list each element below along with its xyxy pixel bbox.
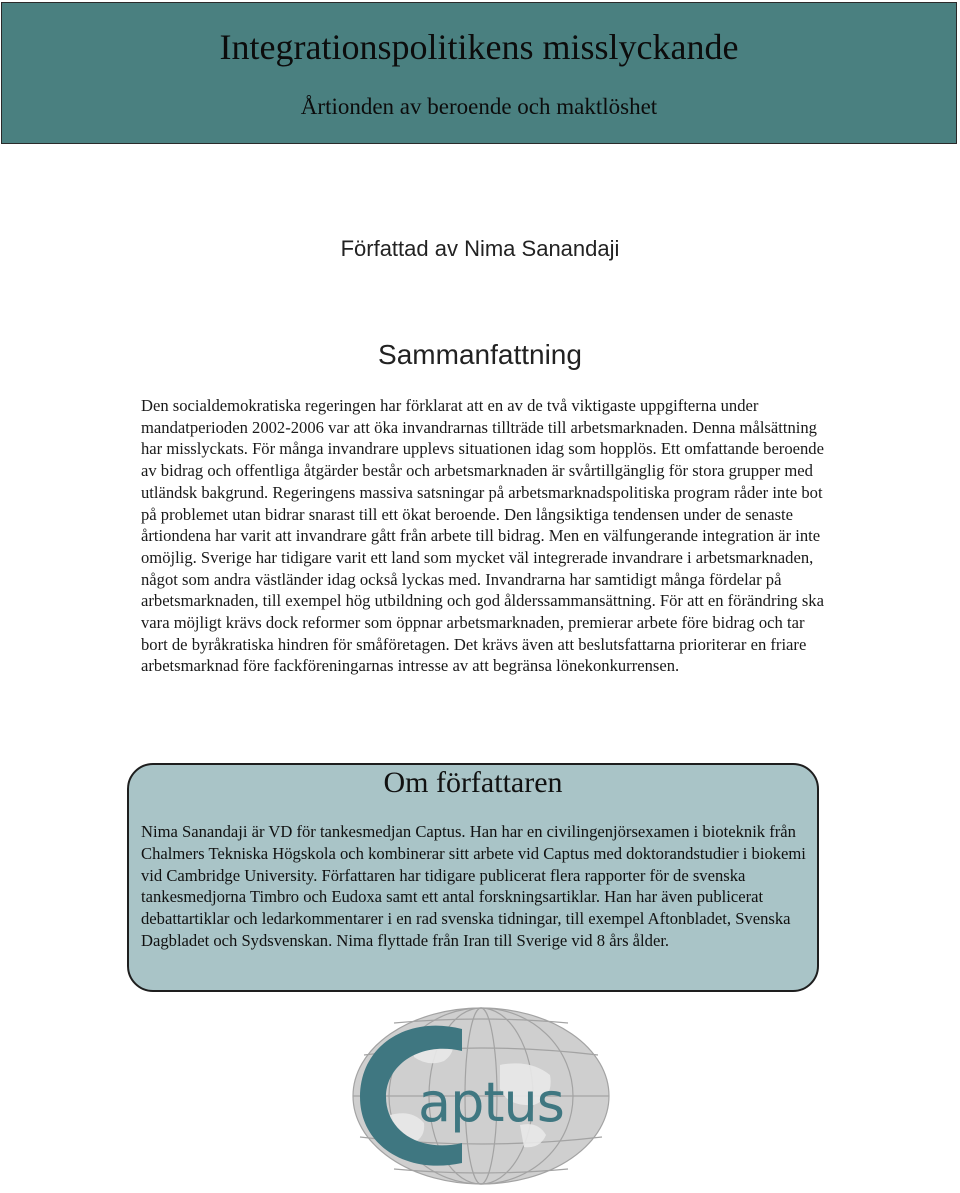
report-title: Integrationspolitikens misslyckande — [219, 27, 739, 67]
about-author-heading: Om författaren — [383, 766, 563, 799]
summary-paragraph: Den socialdemokratiska regeringen har förklarat att en av de två viktigaste uppgifterna under mandatperioden 2002-2006 var att öka invandrarnas tillträde till arbetsmarknaden. Denna målsättning har misslyckats. För många invandrare upplevs situationen idag som hopplös. Ett omfattande beroende av bidrag och offentliga åtgärder består och arbetsmarknaden är svårtillgänglig för stora grupper med utländsk bakgrund. Regeringens massiva satsningar på arbetsmarknadspolitiska program råder inte bot på problemet utan bidrar snarast till ett ökat beroende. Den långsiktiga tendensen under de senaste årtiondena har varit att invandrare gått från arbete till bidrag. Men en välfungerande integration är inte omöjlig. Sverige har tidigare varit ett land som mycket väl integrerade invandrare i arbetsmarknaden, något som andra västländer idag också lyckas med. Invandrarna har samtidigt många fördelar på arbetsmarknaden, till exempel hög utbildning och god ålderssammansättning. För att en förändring ska vara möjligt krävs dock reformer som öppnar arbetsmarknaden, premierar arbete före bidrag och tar bort de byråkratiska hindren för småföretagen. Det krävs även att beslutsfattarna prioriterar en friare arbetsmarknad före fackföreningarnas intresse av att begränsa lönekonkurrensen. — [141, 396, 824, 676]
author-line: Författad av Nima Sanandaji — [340, 236, 620, 261]
report-subtitle: Årtionden av beroende och maktlöshet — [300, 94, 658, 119]
captus-logo — [350, 1005, 612, 1187]
captus-wordmark: aptus — [418, 1071, 564, 1134]
about-author-box — [127, 763, 819, 992]
about-author-paragraph: Nima Sanandaji är VD för tankesmedjan Captus. Han har en civilingenjörsexamen i bioteknik från Chalmers Tekniska Högskola och kombinerar sitt arbete vid Captus med doktorandstudier i biokemi vid Cambridge University. Författaren har tidigare publicerat flera rapporter för de svenska tankesmedjorna Timbro och Eudoxa samt ett antal forskningsartiklar. Han har även publicerat debattartiklar och ledarkommentarer i en rad svenska tidningar, till exempel Aftonbladet, Svenska Dagbladet och Sydsvenskan. Nima flyttade från Iran till Sverige vid 8 års ålder. — [141, 822, 806, 950]
summary-heading: Sammanfattning — [378, 339, 582, 370]
report-header-banner — [1, 2, 957, 144]
captus-globe-logo-icon — [350, 1005, 612, 1187]
